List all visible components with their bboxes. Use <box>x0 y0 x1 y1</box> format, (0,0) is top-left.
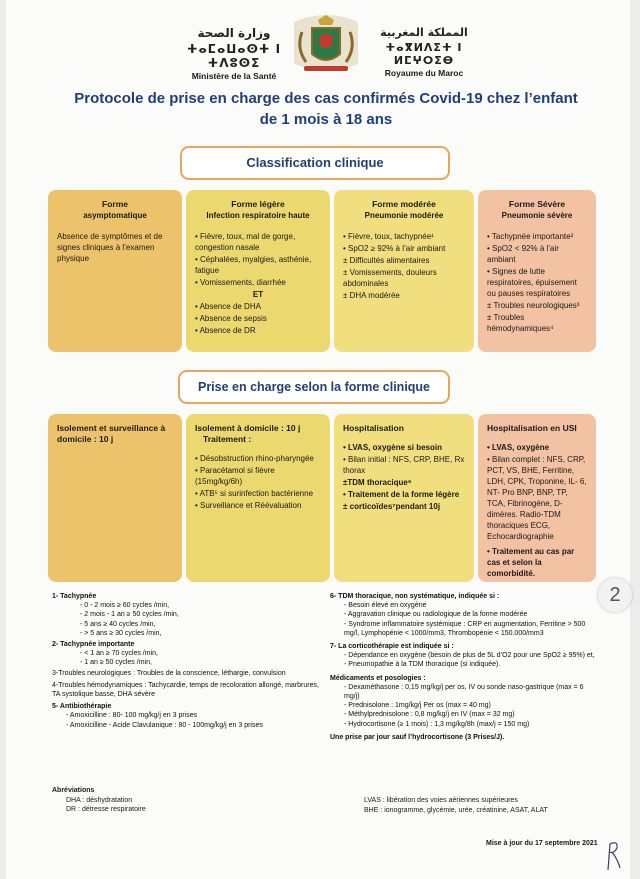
section-classification: Classification clinique <box>180 146 450 180</box>
class-card-moderate: Forme modérée Pneumonie modérée • Fièvre, toux, tachypnée¹ • SpO2 ≥ 92% à l’air ambiant ± Difficultés alimentaires ± Vomissements, douleurs abdominales ± DHA modérée <box>334 190 474 352</box>
page-number-badge: 2 <box>598 578 632 612</box>
care-card-home-treatment: Isolement à domicile : 10 j Traitement : • Désobstruction rhino-pharyngée • Paracétamol si fièvre (15mg/kg/6h) • ATB⁵ si surinfection bactérienne • Surveillance et Réévaluation <box>186 414 330 582</box>
abbreviations-left: Abréviations DHA : déshydratation DR : détresse respiratoire <box>52 787 146 813</box>
class-card-severe: Forme Sévère Pneumonie sévère • Tachypnée importante² • SpO2 < 92% à l’air ambiant • Signes de lutte respiratoires, épuisement ou pauses respiratoires ± Troubles neurologiques³ ± Troubles hémodynamiques⁴ <box>478 190 596 352</box>
section-management: Prise en charge selon la forme clinique <box>178 370 450 404</box>
ministry-header <box>184 26 284 81</box>
update-date: Mise à jour du 17 septembre 2021 <box>486 840 598 847</box>
document-page <box>6 0 630 879</box>
kingdom-french: Royaume du Maroc <box>384 68 464 78</box>
notes-right: 6- TDM thoracique, non systématique, indiquée si : - Besoin élevé en oxygène - Aggravation clinique ou radiologique de la forme modérée - Syndrome inflammatoire systémique : CRP en augmentation, Ferritine > 500 mg/l, Lymphopénie < 1000/mm3, Thrombopénie < 150.000/mm3 7- La corticothérapie est indiquée si : - Dépendance en oxygène (besoin de plus de 5L d’O2 pour une SpO2 ≥ 95%) et, - Pneumopathie à la TDM thoracique (si indiquée). Médicaments et posologies : - Dexaméthasone : 0,15 mg/kg/j per os, IV ou sonde naso-gastrique (max = 6 mg/j) - Prednisolone : 1mg/kg/j Per os (max = 40 mg) - Méthylprednisolone : 0,8 mg/kg/j en IV (max = 32 mg) - Hydrocortisone (≥ 1 mois) : 1,3 mg/kg/8h (max/j = 150 mg) Une prise par jour sauf l’hydrocortisone (3 Prises/J). <box>330 593 595 741</box>
page-title: Protocole de prise en charge des cas confirmés Covid-19 chez l’enfant de 1 mois à 18 ans <box>74 90 578 128</box>
care-card-hospitalisation: Hospitalisation • LVAS, oxygène si besoin • Bilan initial : NFS, CRP, BHE, Rx thorax ±TDM thoracique⁶ • Traitement de la forme légère ± corticoïdes⁷pendant 10j <box>334 414 474 582</box>
ministry-tifinagh: ⵜⴰⵎⴰⵡⴰⵙⵜ ⵏ ⵜⴷⵓⵙⵉ <box>186 42 282 70</box>
kingdom-arabic: المملكة المغربية <box>380 26 468 39</box>
class-card-asymptomatic: Forme asymptomatique Absence de symptômes et de signes cliniques à l’examen physique <box>48 190 182 352</box>
class-card-mild: Forme légère Infection respiratoire haute • Fièvre, toux, mal de gorge, congestion nasale • Céphalées, myalgies, asthénie, fatigue • Vomissements, diarrhée ET • Absence de DHA • Absence de sepsis • Absence de DR <box>186 190 330 352</box>
kingdom-tifinagh: ⵜⴰⴳⵍⴷⵉⵜ ⵏ ⵍⵎⵖⵔⵉⴱ <box>385 41 463 67</box>
notes-left: 1- Tachypnée - 0 - 2 mois ≥ 60 cycles /min, - 2 mois - 1 an ≥ 50 cycles /min, - 5 ans ≥ 40 cycles /min, - > 5 ans ≥ 30 cycles /min, 2- Tachypnée importante - < 1 an ≥ 70 cycles /min, - 1 an ≥ 50 cycles /min, 3-Troubles neurologiques : Troubles de la conscience, léthargie, convulsion 4-Troubles hémodynamiques : Tachycardie, temps de recoloration allongé, marbrures, TA systolique basse, DHA sévère 5- Antibiothérapie - Amoxicilline : 80- 100 mg/kg/j en 3 prises - Amoxicilline - Acide Clavulanique : 80 - 100mg/kg/j en 3 prises <box>52 593 319 729</box>
care-card-home-monitoring: Isolement et surveillance à domicile : 10 j <box>48 414 182 582</box>
signature-icon <box>604 838 624 872</box>
coat-of-arms-icon <box>284 14 368 74</box>
ministry-arabic: وزارة الصحة <box>197 26 271 40</box>
ministry-french: Ministère de la Santé <box>191 71 277 81</box>
care-card-icu: Hospitalisation en USI • LVAS, oxygène • Bilan complet : NFS, CRP, PCT, VS, BHE, Ferritine, LDH, CPK, Troponine, IL- 6, NT- Pro BNP, BNP, TP, TCA, Fibrinogène, D-dimères. Radio-TDM thoraciques ECG, Echocardiographie • Traitement au cas par cas et selon la comorbidité. <box>478 414 596 582</box>
kingdom-header <box>376 26 472 78</box>
abbreviations-right: LVAS : libération des voies aériennes supérieures BHE : ionogramme, glycémie, urée, créatinine, ASAT, ALAT <box>364 797 548 814</box>
